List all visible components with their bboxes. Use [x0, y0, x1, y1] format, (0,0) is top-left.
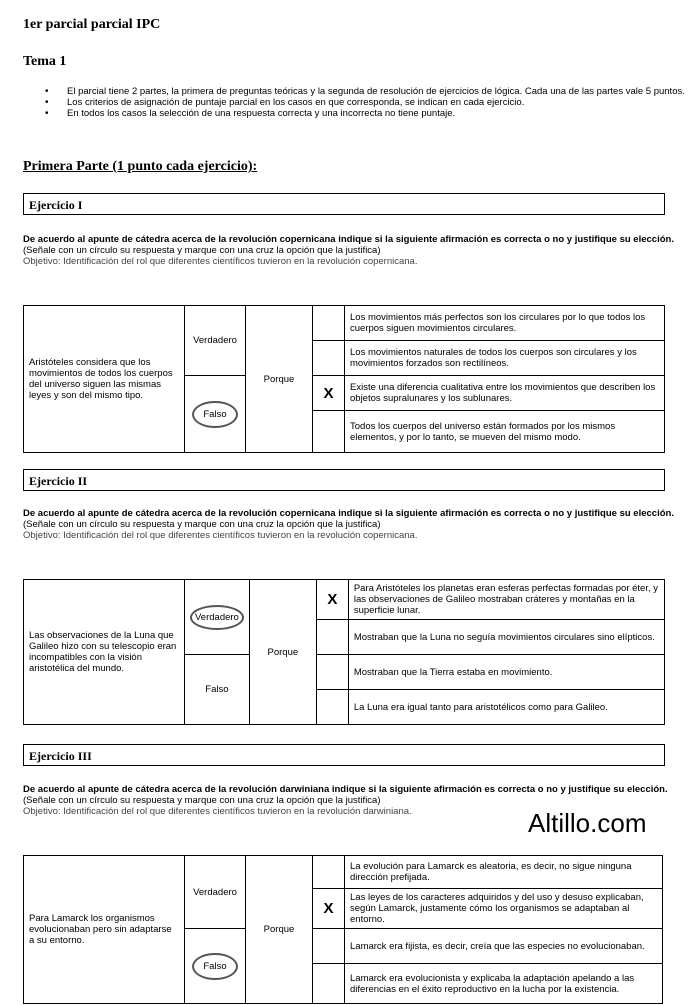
exercise-header	[23, 469, 665, 491]
watermark: Altillo.com	[528, 808, 647, 838]
justification-option: Todos los cuerpos del universo están formados por los mismos elementos, y por lo tanto, se mueven del mismo modo.	[345, 411, 665, 453]
exercise-hint: (Señale con un círculo su respuesta y marque con una cruz la opción que la justifica)	[23, 519, 381, 530]
exercise-question: De acuerdo al apunte de cátedra acerca de la revolución copernicana indique si la siguiente afirmación es correcta o no y justifique su elección.	[23, 234, 674, 245]
true-option[interactable]: Verdadero	[185, 306, 246, 376]
because-label: Porque	[246, 306, 313, 453]
exercise-hint: (Señale con un círculo su respuesta y marque con una cruz la opción que la justifica)	[23, 795, 381, 806]
option-mark[interactable]: X	[313, 889, 345, 929]
option-mark[interactable]	[316, 620, 348, 655]
exercise-title: Ejercicio II	[29, 474, 88, 488]
answer-circle: Falso	[192, 401, 237, 428]
because-label: Porque	[246, 856, 313, 1004]
exercise-title: Ejercicio III	[29, 749, 92, 763]
instruction-item: • En todos los casos la selección de una respuesta correcta y una incorrecta no tiene puntaje.	[45, 108, 695, 119]
exercise-objective: Objetivo: Identificación del rol que diferentes científicos tuvieron en la revolución darwiniana.	[23, 806, 412, 817]
option-mark[interactable]	[313, 341, 345, 376]
exercise-objective: Objetivo: Identificación del rol que diferentes científicos tuvieron en la revolución copernicana.	[23, 256, 418, 267]
false-option[interactable]	[185, 929, 246, 1004]
justification-option: Mostraban que la Tierra estaba en movimiento.	[348, 655, 664, 690]
exercise-header	[23, 744, 665, 766]
justification-option: Las leyes de los caracteres adquiridos y del uso y desuso explicaban, según Lamarck, justamente cómo los organismos se adaptaban al entorno.	[345, 889, 663, 929]
statement-cell: Las observaciones de la Luna que Galileo hizo con su telescopio eran incompatibles con la visión aristotélica del mundo.	[24, 580, 185, 725]
justification-option: Los movimientos naturales de todos los cuerpos son circulares y los movimientos forzados son rectilíneos.	[345, 341, 665, 376]
statement-cell: Aristóteles considera que los movimientos de todos los cuerpos del universo siguen las mismas leyes y son del mismo tipo.	[24, 306, 185, 453]
exercise-objective: Objetivo: Identificación del rol que diferentes científicos tuvieron en la revolución copernicana.	[23, 530, 418, 541]
option-mark[interactable]: X	[316, 580, 348, 620]
exercise-question: De acuerdo al apunte de cátedra acerca de la revolución copernicana indique si la siguiente afirmación es correcta o no y justifique su elección.	[23, 508, 674, 519]
true-option[interactable]	[185, 580, 250, 655]
option-mark[interactable]: X	[313, 376, 345, 411]
exercise-answer-table	[23, 579, 665, 725]
instruction-item: • El parcial tiene 2 partes, la primera de preguntas teóricas y la segunda de resolución de ejercicios de lógica. Cada una de las partes vale 5 puntos.	[45, 86, 695, 97]
option-mark[interactable]	[313, 411, 345, 453]
true-option[interactable]: Verdadero	[185, 856, 246, 929]
instruction-item: • Los criterios de asignación de puntaje parcial en los casos en que corresponda, se indican en cada ejercicio.	[45, 97, 695, 108]
option-mark[interactable]	[313, 929, 345, 964]
option-mark[interactable]	[316, 655, 348, 690]
option-mark[interactable]	[313, 306, 345, 341]
justification-option: La Luna era igual tanto para aristotélicos como para Galileo.	[348, 690, 664, 725]
exercise-question: De acuerdo al apunte de cátedra acerca de la revolución darwiniana indique si la siguiente afirmación es correcta o no y justifique su elección.	[23, 784, 668, 795]
justification-option: Los movimientos más perfectos son los circulares por lo que todos los cuerpos siguen movimientos circulares.	[345, 306, 665, 341]
justification-option: Mostraban que la Luna no seguía movimientos circulares sino elípticos.	[348, 620, 664, 655]
option-mark[interactable]	[313, 856, 345, 889]
option-mark[interactable]	[316, 690, 348, 725]
answer-circle: Verdadero	[190, 605, 244, 630]
justification-option: La evolución para Lamarck es aleatoria, es decir, no sigue ninguna dirección prefijada.	[345, 856, 663, 889]
false-option[interactable]: Falso	[185, 655, 250, 725]
justification-option: Para Aristóteles los planetas eran esferas perfectas formadas por éter, y las observaciones de Galileo mostraban cráteres y montañas en la superficie lunar.	[348, 580, 664, 620]
exercise-hint: (Señale con un círculo su respuesta y marque con una cruz la opción que la justifica)	[23, 245, 381, 256]
exercise-header	[23, 193, 665, 215]
statement-cell: Para Lamarck los organismos evolucionaban pero sin adaptarse a su entorno.	[24, 856, 185, 1004]
instructions-list	[45, 86, 695, 119]
document-title: 1er parcial parcial IPC	[23, 17, 161, 32]
false-option[interactable]	[185, 376, 246, 453]
exercise-answer-table	[23, 305, 665, 453]
because-label: Porque	[249, 580, 316, 725]
option-mark[interactable]	[313, 964, 345, 1004]
topic-heading: Tema 1	[23, 54, 67, 69]
answer-circle: Falso	[192, 953, 237, 980]
justification-option: Existe una diferencia cualitativa entre los movimientos que describen los objetos supralunares y los sublunares.	[345, 376, 665, 411]
exercise-title: Ejercicio I	[29, 198, 83, 212]
justification-option: Lamarck era fijista, es decir, creía que las especies no evolucionaban.	[345, 929, 663, 964]
part-heading: Primera Parte (1 punto cada ejercicio):	[23, 159, 258, 174]
justification-option: Lamarck era evolucionista y explicaba la adaptación apelando a las diferencias en el éxito reproductivo en la lucha por la existencia.	[345, 964, 663, 1004]
exercise-question-block	[23, 234, 691, 267]
exercise-question-block	[23, 508, 691, 541]
exercise-answer-table	[23, 855, 663, 1004]
